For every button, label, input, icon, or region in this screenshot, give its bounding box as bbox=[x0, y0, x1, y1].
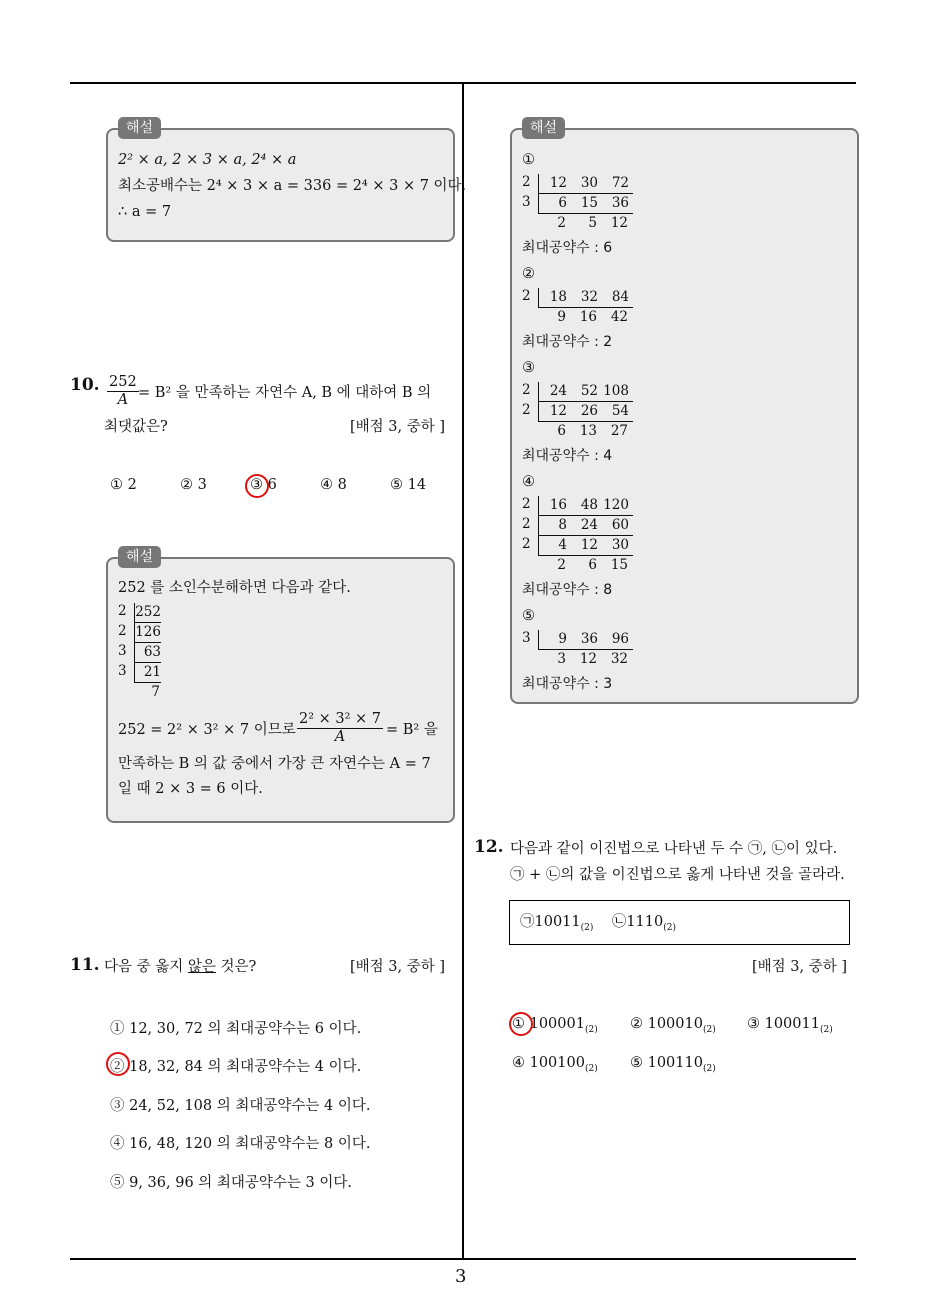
q11-solution-ladder-1 bbox=[522, 174, 642, 234]
ladder-value: 52 bbox=[580, 383, 598, 399]
ladder-row bbox=[522, 630, 642, 650]
q11-solution-ladder-3 bbox=[522, 382, 642, 442]
q11-choice-4[interactable]: ④ 16, 48, 120 의 최대공약수는 8 이다. bbox=[110, 1136, 371, 1152]
q10-choice-4[interactable]: ④ 8 bbox=[320, 477, 347, 493]
ladder-divisor: 2 bbox=[522, 536, 531, 552]
q11-solution-mark-1: ① bbox=[522, 152, 535, 168]
ladder-value: 13 bbox=[579, 423, 597, 439]
q10-solution-eq-frac bbox=[294, 711, 386, 746]
ladder-value: 126 bbox=[135, 624, 161, 640]
ladder-value: 12 bbox=[549, 175, 567, 191]
q12-box-b-value: 1110 bbox=[626, 914, 664, 930]
ladder-divisor: 2 bbox=[118, 623, 127, 639]
ladder-value: 32 bbox=[580, 289, 598, 305]
ladder-row bbox=[522, 174, 642, 194]
q11-choice-1[interactable]: ① 12, 30, 72 의 최대공약수는 6 이다. bbox=[110, 1021, 362, 1037]
ladder-value: 4 bbox=[558, 537, 567, 553]
q12-choice-mark: ③ bbox=[747, 1016, 765, 1032]
q10-eq-frac-num: 2² × 3² × 7 bbox=[299, 711, 382, 727]
ladder-row bbox=[118, 643, 178, 663]
ladder-value: 84 bbox=[611, 289, 629, 305]
q11-solution-mark-4: ④ bbox=[522, 474, 535, 490]
q11-solution-ladder-5 bbox=[522, 630, 642, 670]
ladder-row bbox=[522, 422, 642, 442]
q11-solution-gcd-3: 최대공약수 : 4 bbox=[522, 448, 613, 464]
q11-text bbox=[104, 957, 256, 977]
ladder-row bbox=[522, 194, 642, 214]
ladder-value: 6 bbox=[558, 195, 567, 211]
ladder-divisor: 2 bbox=[522, 174, 531, 190]
q12-choice-value: 100001 bbox=[529, 1016, 585, 1032]
ladder-divisor: 3 bbox=[522, 194, 531, 210]
ladder-divisor: 2 bbox=[522, 288, 531, 304]
q10-solution-line3: 일 때 2 × 3 = 6 이다. bbox=[118, 781, 263, 797]
q10-eq-frac-den: A bbox=[334, 729, 346, 745]
ladder-value: 12 bbox=[549, 403, 567, 419]
q11-solution-gcd-1: 최대공약수 : 6 bbox=[522, 240, 613, 256]
q11-solution-tag: 해설 bbox=[522, 117, 565, 139]
q12-choice-4[interactable] bbox=[512, 1055, 598, 1074]
ladder-divisor: 2 bbox=[522, 402, 531, 418]
ladder-value: 2 bbox=[557, 557, 566, 573]
q12-choice-base: (2) bbox=[702, 1024, 716, 1035]
ladder-value: 42 bbox=[610, 309, 628, 325]
ladder-value: 21 bbox=[143, 664, 161, 680]
q10-choice-1[interactable]: ① 2 bbox=[110, 477, 137, 493]
q12-line2: ㉠ + ㉡의 값을 이진법으로 옳게 나타낸 것을 골라라. bbox=[510, 867, 845, 883]
ladder-value: 15 bbox=[610, 557, 628, 573]
q12-choice-value: 100011 bbox=[764, 1016, 820, 1032]
q9-solution-line1: 2² × a, 2 × 3 × a, 2⁴ × a bbox=[118, 152, 297, 168]
ladder-divisor: 2 bbox=[118, 603, 127, 619]
ladder-value: 2 bbox=[557, 215, 566, 231]
q12-choice-2[interactable] bbox=[630, 1016, 716, 1035]
ladder-row bbox=[118, 603, 178, 623]
q12-choice-value: 100010 bbox=[647, 1016, 703, 1032]
q10-solution-eq-left: 252 = 2² × 3² × 7 이므로 bbox=[118, 722, 296, 738]
ladder-value: 8 bbox=[558, 517, 567, 533]
q9-solution-line3: ∴ a = 7 bbox=[118, 204, 172, 220]
q12-choice-base: (2) bbox=[584, 1063, 598, 1074]
ladder-value: 6 bbox=[557, 423, 566, 439]
ladder-divisor: 3 bbox=[118, 663, 127, 679]
q10-solution-line2: 만족하는 B 의 값 중에서 가장 큰 자연수는 A = 7 bbox=[118, 756, 431, 772]
q12-choice-3[interactable] bbox=[747, 1016, 833, 1035]
q11-number: 11. bbox=[70, 955, 100, 975]
ladder-value: 18 bbox=[549, 289, 567, 305]
ladder-value: 9 bbox=[558, 631, 567, 647]
ladder-value: 36 bbox=[580, 631, 598, 647]
q10-solution-eq-right: = B² 을 bbox=[386, 722, 438, 738]
ladder-row bbox=[118, 623, 178, 643]
q12-choice-value: 100110 bbox=[647, 1055, 703, 1071]
q10-choice-2[interactable]: ② 3 bbox=[180, 477, 207, 493]
ladder-value: 6 bbox=[588, 557, 597, 573]
q11-solution-ladder-2 bbox=[522, 288, 642, 328]
q12-box-b-mark: ㉡ bbox=[611, 914, 627, 930]
q12-choice-mark: ④ bbox=[512, 1055, 530, 1071]
ladder-value: 26 bbox=[580, 403, 598, 419]
ladder-row bbox=[522, 536, 642, 556]
page-number: 3 bbox=[455, 1266, 467, 1287]
q12-box-b-base: (2) bbox=[663, 922, 676, 933]
q10-selected-mark bbox=[245, 474, 269, 498]
q10-text-line2: 최댓값은? bbox=[104, 419, 168, 435]
ladder-value: 30 bbox=[580, 175, 598, 191]
q12-choice-5[interactable] bbox=[630, 1055, 716, 1074]
q12-selected-mark bbox=[509, 1012, 533, 1036]
ladder-value: 12 bbox=[579, 651, 597, 667]
ladder-value: 16 bbox=[579, 309, 597, 325]
q11-solution-mark-2: ② bbox=[522, 266, 535, 282]
ladder-value: 16 bbox=[549, 497, 567, 513]
ladder-value: 96 bbox=[611, 631, 629, 647]
ladder-row bbox=[522, 288, 642, 308]
q12-choice-value: 100100 bbox=[529, 1055, 585, 1071]
ladder-row bbox=[118, 683, 178, 703]
q12-score: [배점 3, 중하 ] bbox=[752, 959, 848, 975]
q12-box-a-mark: ㉠ bbox=[520, 914, 535, 930]
q12-choice-mark: ② bbox=[630, 1016, 648, 1032]
ladder-value: 48 bbox=[580, 497, 598, 513]
q10-choice-5[interactable]: ⑤ 14 bbox=[390, 477, 427, 493]
q10-fraction bbox=[104, 374, 142, 409]
ladder-value: 252 bbox=[135, 604, 161, 620]
ladder-row bbox=[522, 516, 642, 536]
ladder-row bbox=[522, 402, 642, 422]
ladder-value: 30 bbox=[611, 537, 629, 553]
q11-text-underlined: 않은 bbox=[187, 959, 216, 975]
ladder-value: 72 bbox=[611, 175, 629, 191]
q10-frac-den: A bbox=[117, 392, 129, 408]
q11-solution-mark-3: ③ bbox=[522, 360, 535, 376]
q12-line1: 다음과 같이 이진법으로 나타낸 두 수 ㉠, ㉡이 있다. bbox=[510, 841, 838, 857]
q12-choice-mark: ⑤ bbox=[630, 1055, 648, 1071]
ladder-row bbox=[118, 663, 178, 683]
ladder-divisor: 2 bbox=[522, 382, 531, 398]
column-divider bbox=[462, 82, 464, 1260]
q11-solution-mark-5: ⑤ bbox=[522, 608, 535, 624]
q9-solution-line2: 최소공배수는 2⁴ × 3 × a = 336 = 2⁴ × 3 × 7 이다. bbox=[118, 178, 467, 194]
q12-choice-base: (2) bbox=[702, 1063, 716, 1074]
ladder-value: 32 bbox=[610, 651, 628, 667]
q11-text-pre: 다음 중 옳지 bbox=[104, 959, 184, 975]
q9-solution-tag: 해설 bbox=[118, 117, 161, 139]
ladder-row bbox=[522, 214, 642, 234]
q10-text: = B² 을 만족하는 자연수 A, B 에 대하여 B 의 bbox=[138, 385, 432, 401]
q11-choice-2[interactable]: ② 18, 32, 84 의 최대공약수는 4 이다. bbox=[110, 1059, 362, 1075]
q12-choice-base: (2) bbox=[819, 1024, 833, 1035]
q12-box-a-base: (2) bbox=[580, 922, 594, 933]
ladder-value: 12 bbox=[580, 537, 598, 553]
q10-solution-intro: 252 를 소인수분해하면 다음과 같다. bbox=[118, 580, 351, 596]
bottom-rule bbox=[70, 1258, 856, 1260]
ladder-divisor: 2 bbox=[522, 496, 531, 512]
q11-choice-5[interactable]: ⑤ 9, 36, 96 의 최대공약수는 3 이다. bbox=[110, 1175, 353, 1191]
q12-number: 12. bbox=[474, 837, 504, 857]
ladder-value: 27 bbox=[610, 423, 628, 439]
ladder-value: 5 bbox=[588, 215, 597, 231]
q12-choice-base: (2) bbox=[584, 1024, 598, 1035]
q11-selected-mark bbox=[106, 1052, 130, 1076]
q11-solution-gcd-2: 최대공약수 : 2 bbox=[522, 334, 613, 350]
ladder-row bbox=[522, 496, 642, 516]
q11-choice-3[interactable]: ③ 24, 52, 108 의 최대공약수는 4 이다. bbox=[110, 1098, 371, 1114]
q12-box-a-value: 10011 bbox=[534, 914, 581, 930]
ladder-value: 120 bbox=[603, 497, 629, 513]
ladder-value: 36 bbox=[611, 195, 629, 211]
q10-number: 10. bbox=[70, 375, 100, 395]
ladder-value: 7 bbox=[151, 684, 160, 700]
ladder-value: 24 bbox=[549, 383, 567, 399]
ladder-row bbox=[522, 556, 642, 576]
q11-text-post: 것은? bbox=[220, 959, 257, 975]
ladder-value: 63 bbox=[143, 644, 161, 660]
ladder-value: 12 bbox=[610, 215, 628, 231]
q10-frac-num: 252 bbox=[109, 374, 137, 390]
ladder-value: 60 bbox=[611, 517, 629, 533]
q10-score: [배점 3, 중하 ] bbox=[350, 419, 446, 435]
q11-solution-gcd-5: 최대공약수 : 3 bbox=[522, 676, 613, 692]
ladder-divisor: 3 bbox=[522, 630, 531, 646]
q11-solution-gcd-4: 최대공약수 : 8 bbox=[522, 582, 613, 598]
ladder-value: 108 bbox=[603, 383, 629, 399]
q10-choice-3[interactable]: ③ 6 bbox=[250, 477, 277, 493]
ladder-row bbox=[522, 382, 642, 402]
ladder-value: 54 bbox=[611, 403, 629, 419]
ladder-value: 24 bbox=[580, 517, 598, 533]
q11-score: [배점 3, 중하 ] bbox=[350, 959, 446, 975]
ladder-row bbox=[522, 650, 642, 670]
ladder-divisor: 3 bbox=[118, 643, 127, 659]
ladder-divisor: 2 bbox=[522, 516, 531, 532]
q12-given-values bbox=[520, 912, 676, 938]
q12-choice-mark: ① bbox=[512, 1016, 530, 1032]
q11-solution-ladder-4 bbox=[522, 496, 642, 576]
ladder-row bbox=[522, 308, 642, 328]
q10-factor-ladder bbox=[118, 603, 178, 703]
ladder-value: 15 bbox=[580, 195, 598, 211]
q10-solution-tag: 해설 bbox=[118, 546, 161, 568]
ladder-value: 3 bbox=[557, 651, 566, 667]
ladder-value: 9 bbox=[557, 309, 566, 325]
